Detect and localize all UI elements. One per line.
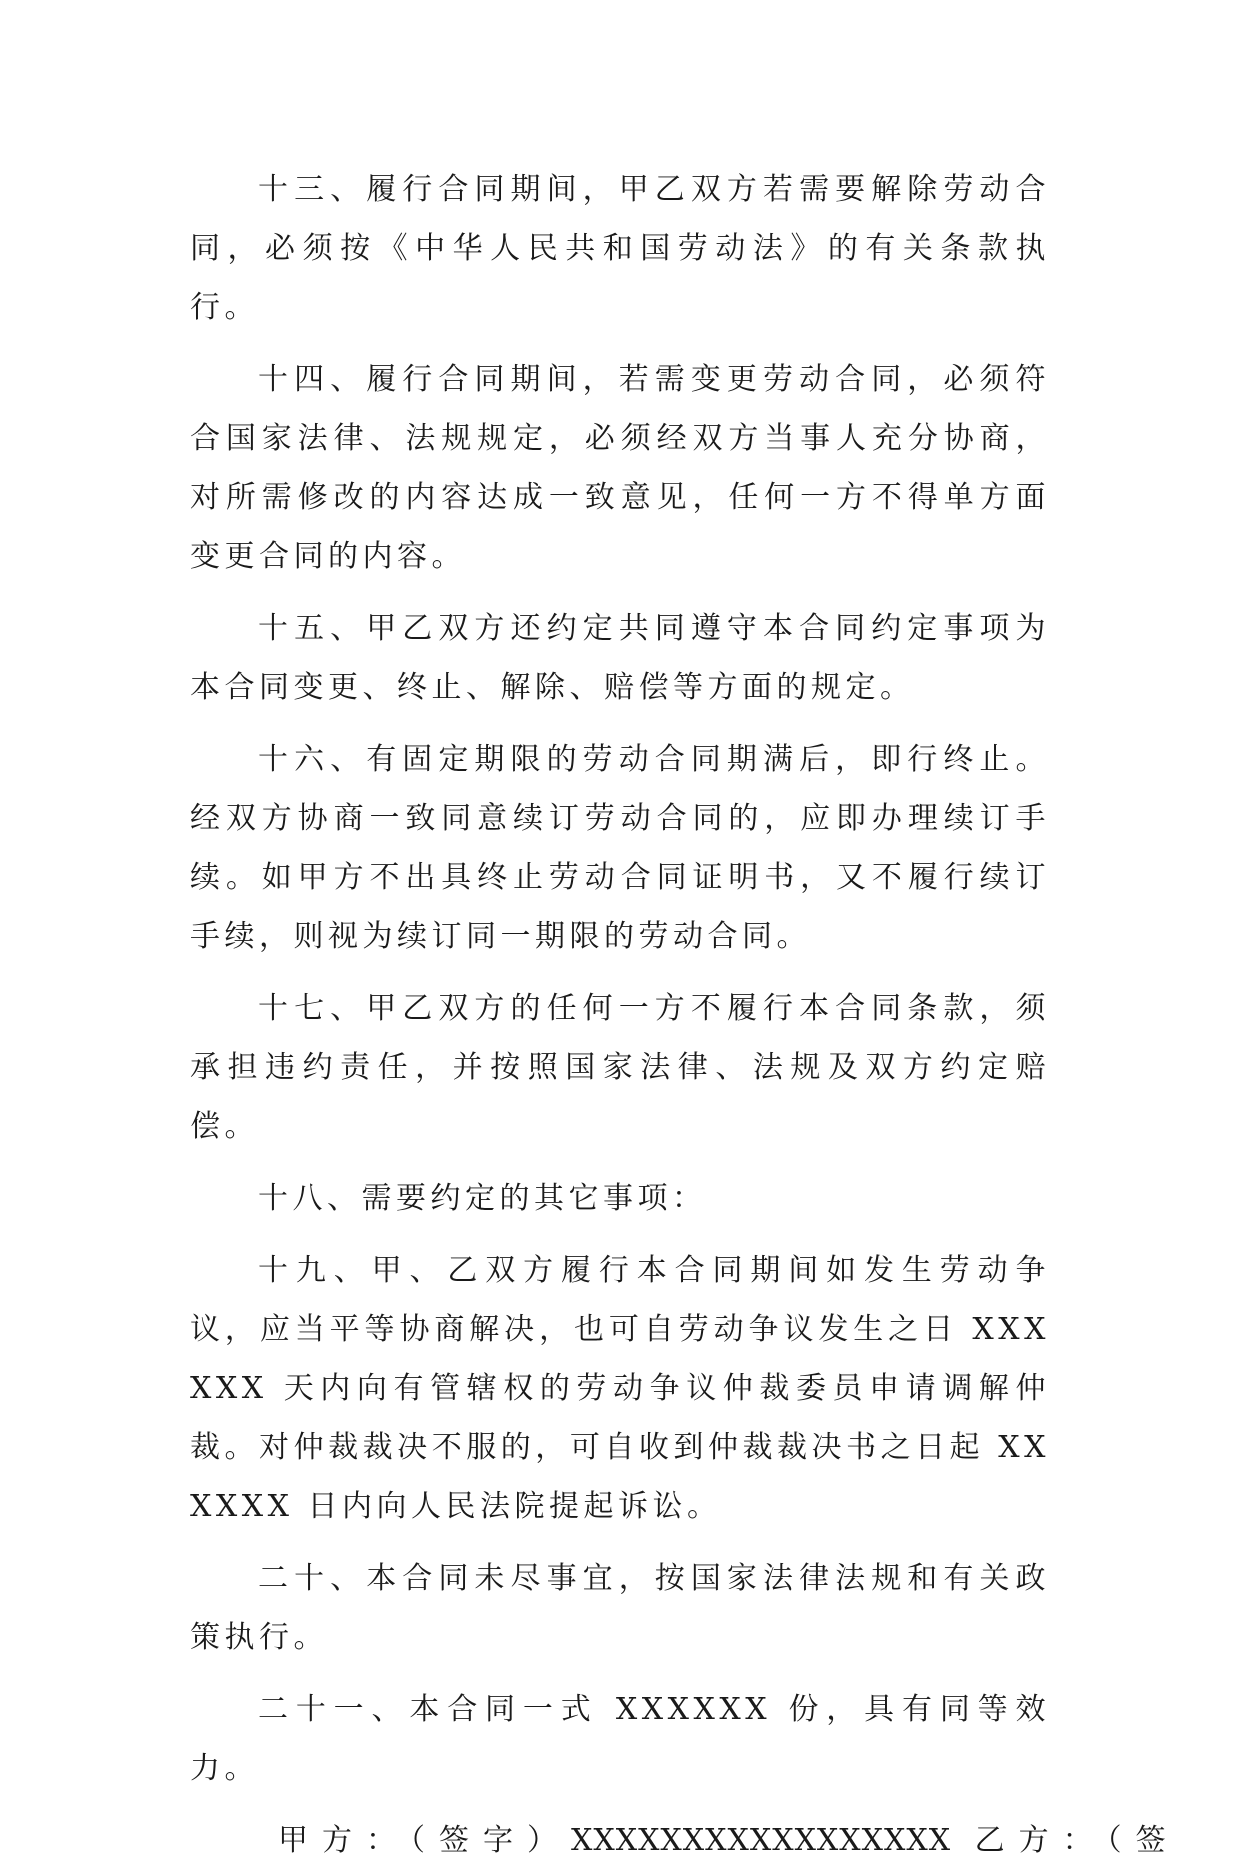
party-a-signature-value: XXXXXXXXXXXXXXXXX [571,1823,952,1858]
clause-20: 二十、本合同未尽事宜，按国家法律法规和有关政策执行。 [190,1561,1050,1655]
party-a-label: 甲方：（签字） [278,1823,571,1858]
clause-18: 十八、需要约定的其它事项： [258,1181,707,1216]
party-b-label: 乙方：（签 [974,1823,1180,1858]
clause-19: 十九、甲、乙双方履行本合同期间如发生劳动争议，应当平等协商解决，也可自劳动争议发生之日 XXXXXX 天内向有管辖权的劳动争议仲裁委员申请调解仲裁。对仲裁裁决不服的，可自收到仲裁裁决书之日起 XXXXXX 日内向人民法院提起诉讼。 [190,1253,1050,1524]
clause-17: 十七、甲乙双方的任何一方不履行本合同条款，须承担违约责任，并按照国家法律、法规及双方约定赔偿。 [190,991,1050,1144]
clause-15: 十五、甲乙双方还约定共同遵守本合同约定事项为本合同变更、终止、解除、赔偿等方面的规定。 [190,611,1050,705]
clause-13: 十三、履行合同期间，甲乙双方若需要解除劳动合同，必须按《中华人民共和国劳动法》的有关条款执行。 [190,172,1050,325]
clause-14: 十四、履行合同期间，若需变更劳动合同，必须符合国家法律、法规规定，必须经双方当事人充分协商，对所需修改的内容达成一致意见，任何一方不得单方面变更合同的内容。 [190,362,1050,574]
clause-21: 二十一、本合同一式 XXXXXX 份，具有同等效力。 [190,1692,1050,1786]
clause-16: 十六、有固定期限的劳动合同期满后，即行终止。经双方协商一致同意续订劳动合同的，应即办理续订手续。如甲方不出具终止劳动合同证明书，又不履行续订手续，则视为续订同一期限的劳动合同。 [190,742,1050,954]
signature-line [190,1811,1180,1870]
contract-body [190,160,1180,1870]
